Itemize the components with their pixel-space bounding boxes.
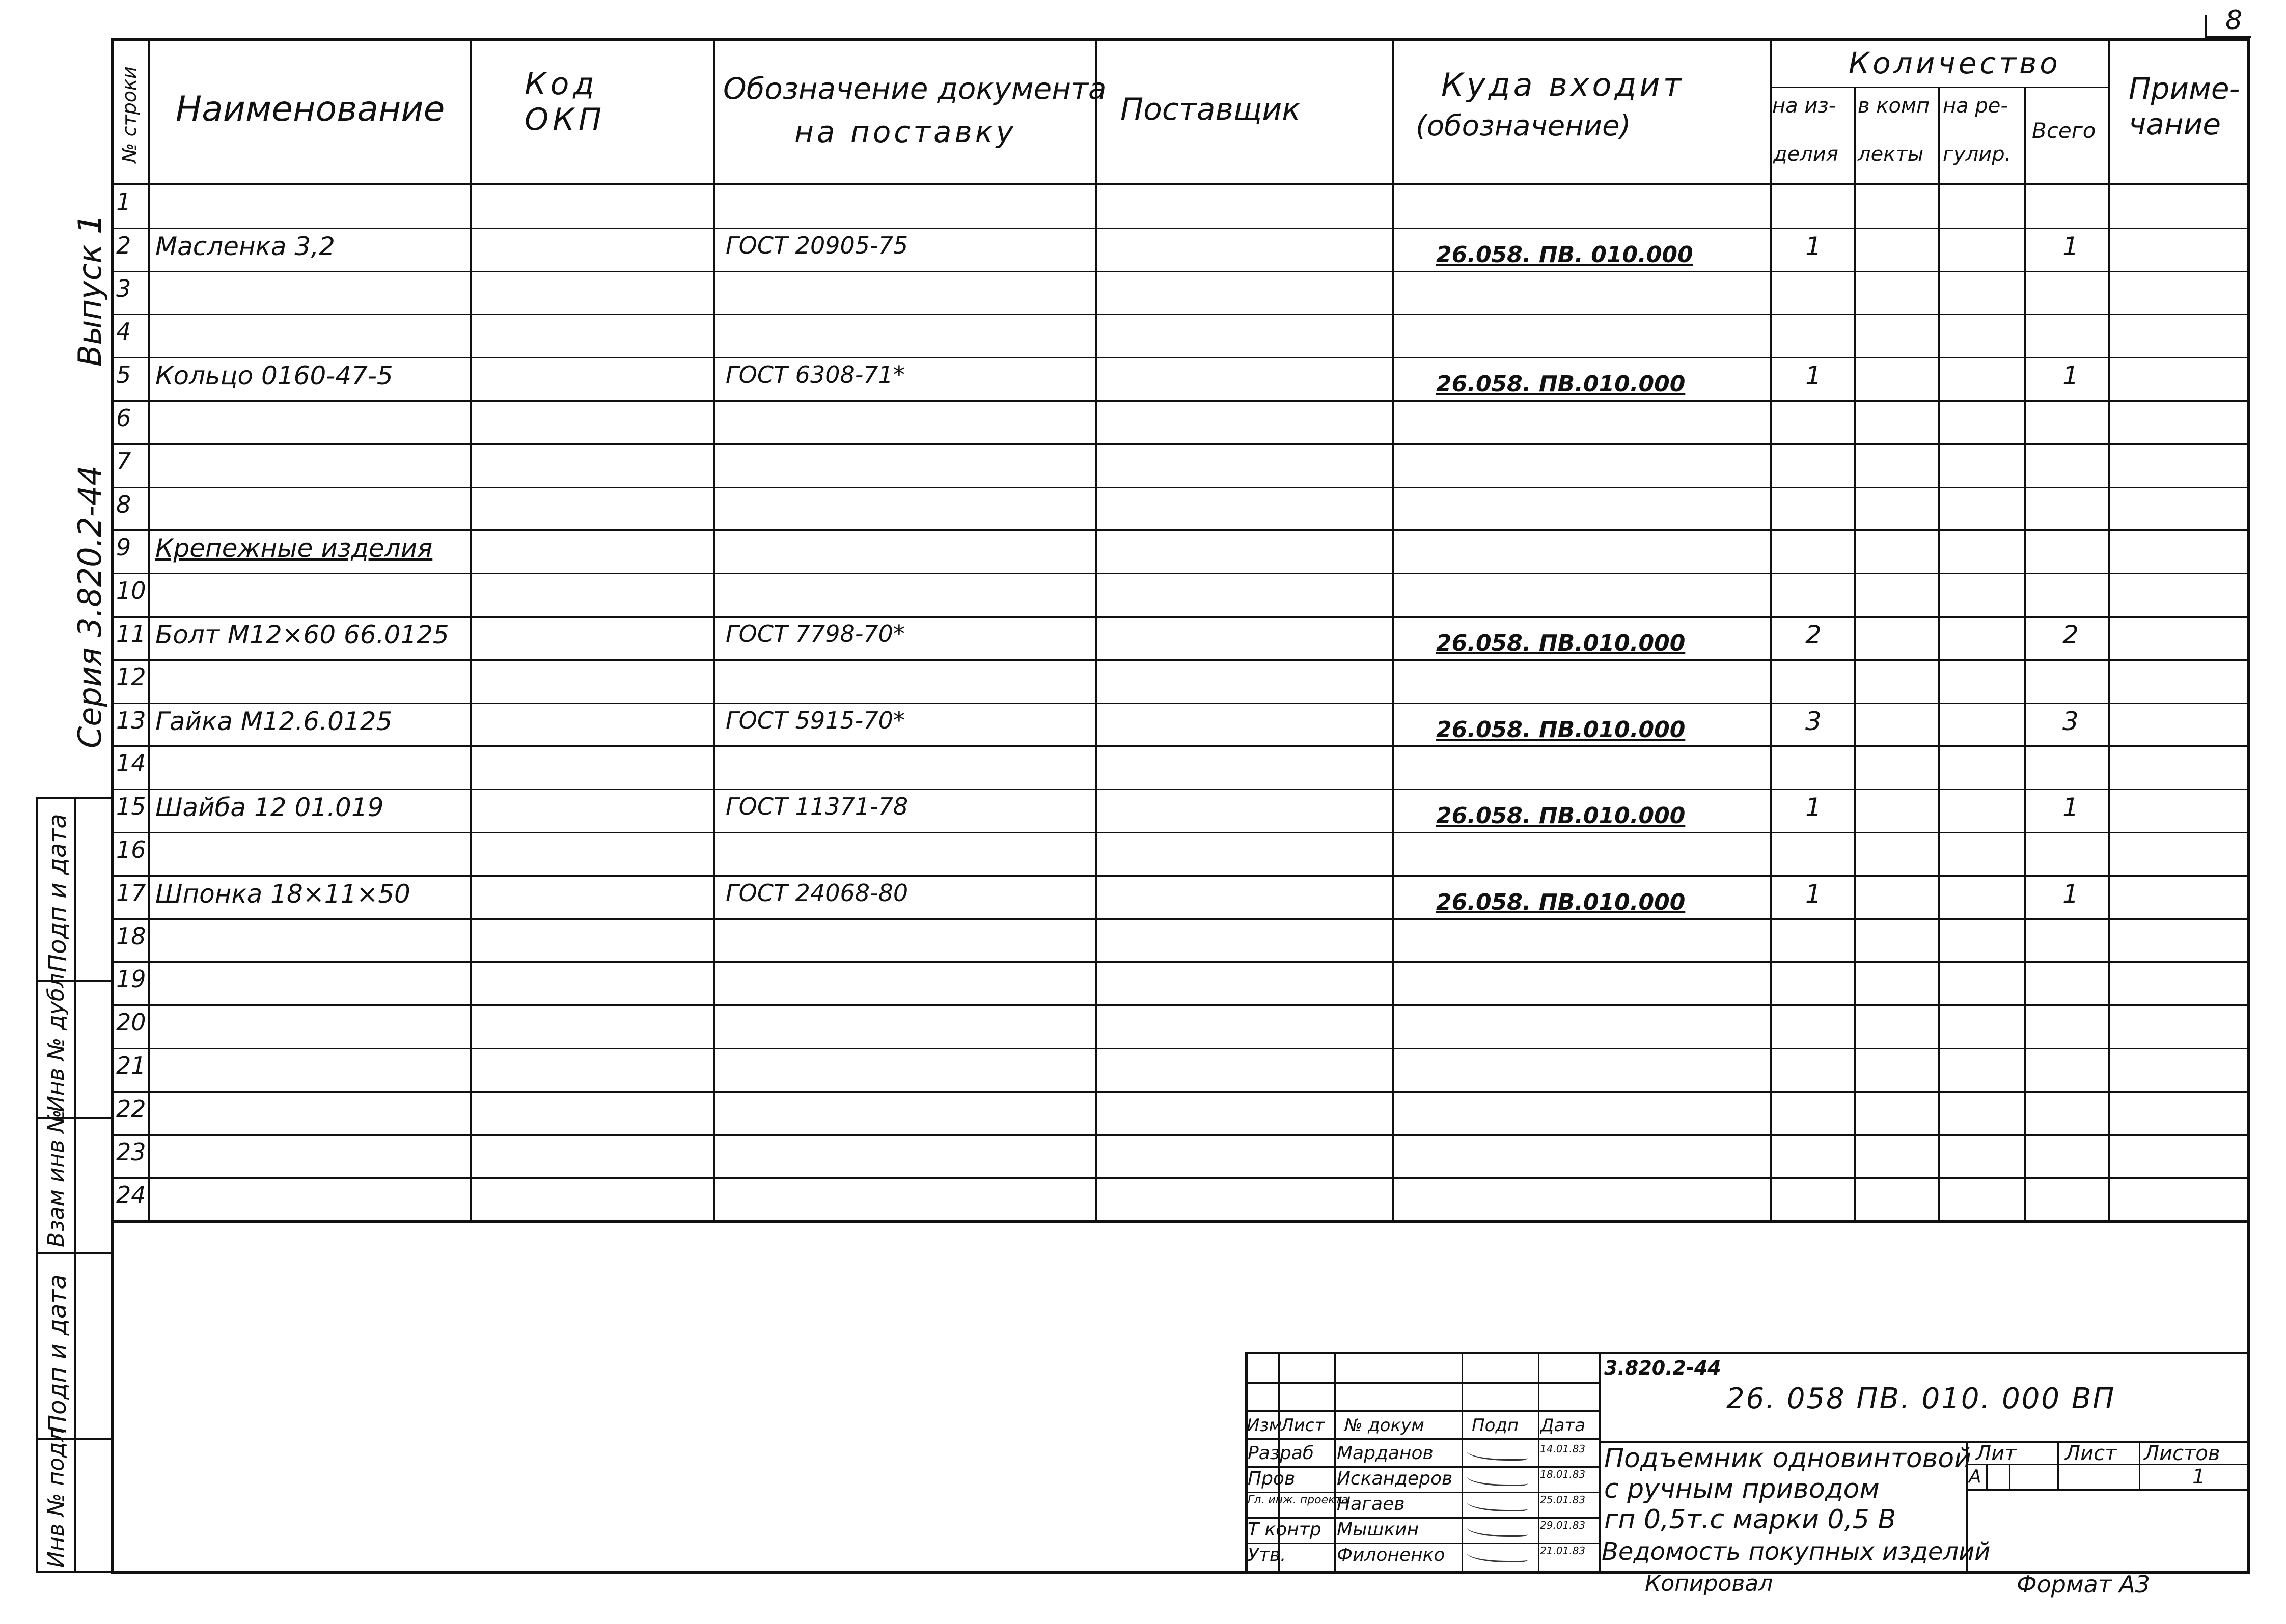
tb-role: Гл. инж. проекта	[1248, 1494, 1348, 1506]
tb-person: Марданов	[1337, 1443, 1434, 1464]
quantity-subheader-line	[1770, 87, 2108, 88]
row-number: 19	[116, 965, 146, 993]
header-where-l2: (обозначение)	[1416, 109, 1631, 143]
header-q-total: Всего	[2032, 118, 2096, 143]
tb-person: Мышкин	[1337, 1519, 1419, 1540]
tb-listov-value: 1	[2192, 1465, 2206, 1489]
col-line-q1	[1854, 87, 1856, 1222]
frame-left	[111, 38, 114, 1573]
tb-lit-cell-1	[1986, 1464, 1988, 1489]
header-q-sets-l1: в комп	[1858, 94, 1930, 118]
gost-doc: ГОСТ 24068-80	[726, 879, 908, 907]
tb-lit-label: Лит	[1976, 1442, 2017, 1465]
row-number: 7	[116, 447, 131, 475]
header-q-item-l2: делия	[1773, 143, 1838, 166]
col-line-q3	[2024, 87, 2026, 1222]
tb-col-sign-label: Подп	[1472, 1415, 1519, 1436]
row-number: 11	[116, 620, 146, 648]
margin-strip-mid	[74, 797, 76, 1573]
tb-title-l3: гп 0,5т.с марки 0,5 В	[1604, 1504, 1896, 1535]
tb-col-list	[1334, 1352, 1336, 1571]
margin-sep-0	[36, 797, 112, 799]
row-number: 12	[116, 663, 146, 691]
tb-list-label: Лист	[2065, 1442, 2117, 1465]
tb-role: Разраб	[1248, 1443, 1314, 1464]
header-doc-l2: на поставку	[794, 115, 1017, 149]
where-used: 26.058. ПВ.010.000	[1436, 889, 1686, 915]
table-row-line	[111, 487, 2250, 488]
row-number: 2	[116, 232, 131, 259]
item-name: Шайба 12 01.019	[155, 793, 384, 822]
tb-row-1	[1245, 1382, 1599, 1384]
row-number: 10	[116, 577, 146, 604]
table-row-line	[111, 443, 2250, 445]
table-row-line	[111, 314, 2250, 315]
tb-title-l1: Подъемник одновинтовой	[1604, 1443, 1971, 1474]
qty-per-item: 1	[1805, 879, 1822, 909]
row-number: 22	[116, 1095, 146, 1123]
tb-signature	[1467, 1471, 1528, 1486]
tb-listov-left	[2139, 1441, 2140, 1489]
tb-signature	[1467, 1446, 1528, 1461]
page-number-tick	[2205, 15, 2207, 37]
qty-per-item: 1	[1805, 361, 1822, 390]
margin-strip-left	[36, 797, 38, 1573]
item-name: Крепежные изделия	[155, 534, 433, 563]
page-number-underline	[2205, 36, 2251, 38]
table-row-line	[111, 659, 2250, 661]
qty-per-item: 1	[1805, 232, 1822, 261]
tb-col-doc	[1462, 1352, 1463, 1571]
header-q-item-l1: на из-	[1772, 94, 1836, 118]
row-number: 24	[116, 1181, 146, 1209]
gost-doc: ГОСТ 11371-78	[726, 793, 908, 820]
col-line-name	[470, 38, 472, 1222]
tb-top	[1245, 1352, 2250, 1354]
header-bottom-line	[111, 183, 2250, 185]
row-number: 5	[116, 361, 131, 388]
tb-date: 29.01.83	[1540, 1519, 1586, 1531]
table-row-line	[111, 1048, 2250, 1049]
item-name: Гайка М12.6.0125	[155, 707, 393, 736]
table-row-line	[111, 228, 2250, 229]
qty-per-item: 2	[1805, 620, 1822, 650]
qty-total: 1	[2062, 361, 2079, 390]
tb-person: Нагаев	[1337, 1494, 1405, 1515]
qty-total: 1	[2062, 232, 2079, 261]
margin-sep-5	[36, 1571, 112, 1573]
header-supplier: Поставщик	[1120, 92, 1301, 127]
table-row-line	[111, 918, 2250, 920]
tb-role: Пров	[1248, 1468, 1296, 1489]
qty-per-item: 1	[1805, 793, 1822, 822]
col-line-total	[2108, 38, 2110, 1222]
where-used: 26.058. ПВ.010.000	[1436, 803, 1686, 829]
row-number: 16	[116, 836, 146, 863]
table-row-line	[111, 1004, 2250, 1006]
row-number: 20	[116, 1009, 146, 1036]
table-row-line	[111, 703, 2250, 704]
col-line-doc	[1095, 38, 1097, 1222]
table-row-line	[111, 875, 2250, 877]
header-q-sets-l2: лекты	[1858, 143, 1924, 166]
page-number: 8	[2225, 5, 2243, 36]
tb-row-5	[1245, 1492, 1599, 1493]
margin-series: Серия 3.820.2-44	[71, 465, 108, 748]
table-row-line	[111, 400, 2250, 402]
tb-row-3	[1245, 1438, 1599, 1440]
footer-format: Формат А3	[2017, 1571, 2150, 1598]
tb-title-l2: с ручным приводом	[1604, 1474, 1880, 1504]
tb-date: 25.01.83	[1540, 1494, 1586, 1506]
row-number: 21	[116, 1052, 146, 1079]
table-row-line	[111, 789, 2250, 790]
tb-doc-code: 26. 058 ПВ. 010. 000 ВП	[1726, 1382, 2116, 1415]
item-name: Шпонка 18×11×50	[155, 879, 410, 909]
row-number: 9	[116, 534, 131, 561]
item-name: Болт М12×60 66.0125	[155, 620, 449, 650]
row-number: 15	[116, 793, 146, 820]
col-line-okp	[713, 38, 715, 1222]
table-row-line	[111, 616, 2250, 618]
tb-signature	[1467, 1497, 1528, 1511]
header-name: Наименование	[176, 89, 445, 129]
header-quantity: Количество	[1849, 46, 2061, 80]
row-number: 6	[116, 404, 131, 432]
gost-doc: ГОСТ 5915-70*	[726, 707, 905, 734]
header-row-no: № строки	[118, 66, 141, 163]
qty-per-item: 3	[1805, 707, 1822, 736]
item-name: Кольцо 0160-47-5	[155, 361, 393, 390]
row-number: 23	[116, 1138, 146, 1166]
tb-signature	[1467, 1548, 1528, 1562]
row-number: 18	[116, 922, 146, 950]
footer-copied: Копировал	[1645, 1571, 1773, 1597]
header-okp: Код ОКП	[525, 66, 605, 137]
where-used: 26.058. ПВ.010.000	[1436, 717, 1686, 743]
tb-role: Утв.	[1248, 1545, 1286, 1565]
col-line-q2	[1938, 87, 1940, 1222]
tb-row-2	[1245, 1410, 1599, 1412]
tb-list-left	[2057, 1441, 2059, 1489]
tb-col-doc-label: № докум	[1344, 1415, 1424, 1436]
header-q-regul-l2: гулир.	[1943, 143, 2012, 166]
tb-signature	[1467, 1522, 1528, 1537]
table-row-line	[111, 1177, 2250, 1179]
gost-doc: ГОСТ 20905-75	[726, 232, 908, 259]
tb-role: Т контр	[1248, 1519, 1321, 1540]
row-number: 3	[116, 275, 131, 302]
tb-row-7	[1245, 1543, 1599, 1544]
table-row-line	[111, 271, 2250, 272]
tb-row-4	[1245, 1466, 1599, 1468]
tb-lit-line-2	[1966, 1489, 2250, 1491]
table-row-line	[111, 357, 2250, 358]
qty-total: 1	[2062, 793, 2079, 822]
margin-vzam-inv: Взам инв №	[43, 1109, 69, 1247]
margin-sign-date-2: Подп и дата	[43, 1274, 72, 1433]
tb-lit-cell-2	[2009, 1464, 2010, 1489]
frame-right	[2247, 38, 2250, 1573]
table-row-line	[111, 1134, 2250, 1136]
qty-total: 3	[2062, 707, 2079, 736]
tb-date: 14.01.83	[1540, 1443, 1586, 1455]
qty-total: 1	[2062, 879, 2079, 909]
tb-sheet-title: Ведомость покупных изделий	[1602, 1537, 1991, 1566]
col-line-where	[1770, 38, 1772, 1222]
gost-doc: ГОСТ 6308-71*	[726, 361, 905, 388]
margin-inv-dupl: Инв № дубл	[43, 973, 69, 1112]
tb-col-sign	[1538, 1352, 1539, 1571]
col-line-supplier	[1392, 38, 1394, 1222]
tb-divider	[1599, 1352, 1601, 1573]
row-number: 1	[116, 188, 131, 216]
margin-sign-date-1: Подп и дата	[43, 814, 72, 972]
table-row-line	[111, 573, 2250, 574]
tb-series-code: 3.820.2-44	[1604, 1357, 1721, 1379]
table-row-line	[111, 832, 2250, 833]
tb-listov-label: Листов	[2144, 1442, 2220, 1465]
table-row-line	[111, 961, 2250, 963]
header-doc-l1: Обозначение документа	[723, 71, 1107, 106]
tb-col-date-label: Дата	[1540, 1415, 1586, 1436]
qty-total: 2	[2062, 620, 2079, 650]
header-where-l1: Куда входит	[1441, 66, 1685, 103]
table-row-line	[111, 1220, 2250, 1222]
margin-issue: Выпуск 1	[71, 214, 108, 367]
table-row-line	[111, 1091, 2250, 1093]
tb-col-list-label: Лист	[1281, 1415, 1325, 1436]
where-used: 26.058. ПВ.010.000	[1436, 371, 1686, 397]
where-used: 26.058. ПВ. 010.000	[1436, 242, 1693, 268]
tb-row-6	[1245, 1517, 1599, 1519]
where-used: 26.058. ПВ.010.000	[1436, 630, 1686, 656]
gost-doc: ГОСТ 7798-70*	[726, 620, 905, 648]
item-name: Масленка 3,2	[155, 232, 335, 261]
header-note-l2: чание	[2129, 107, 2221, 142]
tb-date: 21.01.83	[1540, 1545, 1586, 1557]
margin-sep-3	[36, 1252, 112, 1254]
table-row-line	[111, 529, 2250, 531]
table-row-line	[111, 745, 2250, 747]
row-number: 14	[116, 749, 146, 777]
row-number: 13	[116, 707, 146, 734]
tb-col-izm-label: Изм	[1247, 1415, 1282, 1436]
frame-bottom	[111, 1571, 2250, 1574]
row-number: 4	[116, 318, 131, 345]
frame-top	[111, 38, 2250, 41]
tb-date: 18.01.83	[1540, 1468, 1586, 1480]
tb-person: Искандеров	[1337, 1468, 1453, 1489]
row-number: 8	[116, 491, 131, 518]
header-note-l1: Приме-	[2129, 71, 2240, 106]
header-q-regul-l1: на ре-	[1943, 94, 2008, 118]
margin-inv-orig: Инв № подл	[43, 1427, 69, 1568]
col-line-rowno	[148, 38, 150, 1222]
row-number: 17	[116, 879, 146, 907]
tb-lit-value: А	[1969, 1466, 1981, 1487]
tb-person: Филоненко	[1337, 1545, 1445, 1565]
